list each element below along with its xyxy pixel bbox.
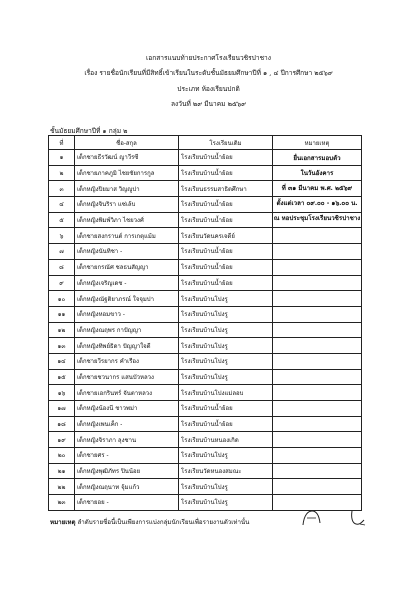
student-name: เด็กหญิงจิราภา ลุงชาน — [75, 432, 179, 448]
row-number: ๑๗ — [49, 401, 75, 417]
row-number: ๑๕ — [49, 369, 75, 385]
previous-school: โรงเรียนบ้านโปงรู — [179, 353, 273, 369]
doc-subject: เรื่อง รายชื่อนักเรียนที่มีสิทธิ์เข้าเรียนในระดับชั้นมัธยมศึกษาปีที่ ๑ , ๔ ปีการศึกษา ๒๕๖๙ — [84, 69, 333, 77]
group-label: ชั้นมัธยมศึกษาปีที่ ๑ กลุ่ม ๒ — [50, 127, 128, 135]
student-name: เด็กหญิงหอมขาว - — [75, 306, 179, 322]
previous-school: โรงเรียนบ้านโปงรู — [179, 448, 273, 464]
student-name: เด็กชายสงกรานต์ การเกตุแม้ม — [75, 228, 179, 244]
previous-school: โรงเรียนบ้านหนองเกิด — [179, 432, 273, 448]
student-name: เด็กหญิงปิยมาส วิญญูปา — [75, 181, 179, 197]
table-row — [49, 401, 362, 417]
table-row — [49, 275, 362, 291]
student-name: เด็กหญิงพุฒิภัทร ปินน้อย — [75, 463, 179, 479]
student-name: เด็กหญิงทิพย์ธิดา ปัญญาใจดี — [75, 338, 179, 354]
note-line: ที่ ๓๑ มีนาคม พ.ศ. ๒๕๖๙ — [281, 185, 353, 192]
previous-school: โรงเรียนบ้านน้ำย้อย — [179, 259, 273, 275]
previous-school: โรงเรียนบ้านโปงรู — [179, 291, 273, 307]
row-number: ๒๐ — [49, 448, 75, 464]
row-note-cell — [273, 291, 362, 307]
table-row — [49, 322, 362, 338]
remark — [50, 517, 249, 527]
doc-type: ประเภท ห้องเรียนปกติ — [177, 85, 240, 93]
row-note-cell — [273, 432, 362, 448]
row-number: ๑๘ — [49, 416, 75, 432]
student-name: เด็กชายศร - — [75, 448, 179, 464]
row-note-cell — [273, 338, 362, 354]
previous-school: โรงเรียนวัดหนองสมณะ — [179, 463, 273, 479]
row-number: ๑๖ — [49, 385, 75, 401]
row-number: ๔ — [49, 197, 75, 213]
row-note-cell — [273, 275, 362, 291]
student-name: เด็กหญิงนันทิชา - — [75, 244, 179, 260]
signature-mark-1 — [300, 505, 324, 529]
table-row — [49, 479, 362, 495]
table-row — [49, 369, 362, 385]
previous-school: โรงเรียนบ้านโปงรู — [179, 338, 273, 354]
table-row — [49, 228, 362, 244]
student-name: เด็กหญิงณัฐติยาภรณ์ ใจจุมปา — [75, 291, 179, 307]
student-name: เด็กชายกรณัศ ชลธนสัญญา — [75, 259, 179, 275]
student-name: เด็กชายเอกรินทร์ จันตาหลวง — [75, 385, 179, 401]
doc-date: ลงวันที่ ๒๙ มีนาคม ๒๕๖๙ — [171, 100, 246, 108]
student-name: เด็กชายภาคภูมิ ไชยชัยการกูล — [75, 165, 179, 181]
row-number: ๕ — [49, 212, 75, 228]
row-number: ๘ — [49, 259, 75, 275]
table-row — [49, 338, 362, 354]
row-note-cell — [273, 259, 362, 275]
row-number: ๑๔ — [49, 353, 75, 369]
student-name: เด็กหญิงพิมพ์วิภา ไชยวงศ์ — [75, 212, 179, 228]
table-header-row — [49, 136, 362, 150]
row-note-cell — [273, 322, 362, 338]
table-row — [49, 416, 362, 432]
previous-school: โรงเรียนบ้านโปงรู — [179, 369, 273, 385]
previous-school: โรงเรียนบ้านน้ำย้อย — [179, 165, 273, 181]
table-row — [49, 306, 362, 322]
table-row — [49, 259, 362, 275]
student-name: เด็กชายชวนากร แสนบัวหลวง — [75, 369, 179, 385]
student-name: เด็กหญิงจินริรา แซ่เล้บ — [75, 197, 179, 213]
row-number: ๑ — [49, 150, 75, 166]
student-name: เด็กชายวีรยากร คำเรือง — [75, 353, 179, 369]
note-line: ตั้งแต่เวลา ๐๙.๐๐ - ๑๖.๐๐ น. — [276, 200, 358, 207]
row-note-cell — [273, 353, 362, 369]
col-header-note: หมายเหตุ — [273, 136, 362, 150]
col-header-school: โรงเรียนเดิม — [179, 136, 273, 150]
col-header-name: ชื่อ-สกุล — [75, 136, 179, 150]
row-number: ๖ — [49, 228, 75, 244]
previous-school: โรงเรียนบ้านน้ำย้อย — [179, 212, 273, 228]
previous-school: โรงเรียนบ้านโปงแม่ลอบ — [179, 385, 273, 401]
student-name: เด็กหญิงณฤนาท จุ้มแก้ว — [75, 479, 179, 495]
row-number: ๒๓ — [49, 495, 75, 511]
previous-school: โรงเรียนบ้านโปงรู — [179, 322, 273, 338]
row-number: ๒๒ — [49, 479, 75, 495]
remark-label: หมายเหตุ — [50, 519, 76, 526]
row-note-cell — [273, 401, 362, 417]
table-row — [49, 291, 362, 307]
row-note-cell — [273, 448, 362, 464]
row-note-cell — [273, 306, 362, 322]
row-number: ๗ — [49, 244, 75, 260]
note-line: ยื่นเอกสารมอบตัว — [293, 155, 341, 162]
row-note-cell — [273, 463, 362, 479]
row-number: ๓ — [49, 181, 75, 197]
table-row — [49, 353, 362, 369]
row-number: ๒๑ — [49, 463, 75, 479]
student-name: เด็กชายอย - — [75, 495, 179, 511]
table-row — [49, 385, 362, 401]
previous-school: โรงเรียนบ้านโปงรู — [179, 306, 273, 322]
row-number: ๑๙ — [49, 432, 75, 448]
previous-school: โรงเรียนบ้านโปงรู — [179, 495, 273, 511]
note-line: ในวันอังคาร — [300, 170, 334, 177]
previous-school: โรงเรียนบ้านน้ำย้อย — [179, 197, 273, 213]
row-number: ๑๐ — [49, 291, 75, 307]
previous-school: โรงเรียนบ้านโปงรู — [179, 479, 273, 495]
student-name: เด็กหญิงน้องนี ชาวพม่า — [75, 401, 179, 417]
student-name: เด็กหญิงเพนเค็ก - — [75, 416, 179, 432]
previous-school: โรงเรียนบ้านน้ำย้อย — [179, 150, 273, 166]
student-name: เด็กหญิงณฤพร กาปัญญา — [75, 322, 179, 338]
previous-school: โรงเรียนบ้านน้ำย้อย — [179, 244, 273, 260]
previous-school: โรงเรียนวัดนครเจดีย์ — [179, 228, 273, 244]
row-number: ๙ — [49, 275, 75, 291]
table-row — [49, 463, 362, 479]
row-note-cell — [273, 244, 362, 260]
row-note-cell — [273, 479, 362, 495]
note-box — [272, 151, 362, 226]
previous-school: โรงเรียนบ้านน้ำย้อย — [179, 275, 273, 291]
previous-school: โรงเรียนบ้านน้ำย้อย — [179, 416, 273, 432]
table-row — [49, 244, 362, 260]
row-note-cell — [273, 385, 362, 401]
remark-text: ลำดับรายชื่อนี้เป็นเพียงการแบ่งกลุ่มนักเรียนเพื่อรายงานตัวเท่านั้น — [77, 519, 250, 526]
doc-title: เอกสารแนบท้ายประกาศโรงเรียนวชิรปาชาง — [146, 54, 271, 62]
student-name: เด็กหญิงเจริญเดช - — [75, 275, 179, 291]
previous-school: โรงเรียนบ้านน้ำย้อย — [179, 401, 273, 417]
row-note-cell — [273, 369, 362, 385]
table-row — [49, 432, 362, 448]
row-number: ๒ — [49, 165, 75, 181]
row-note-cell — [273, 228, 362, 244]
col-header-no: ที่ — [49, 136, 75, 150]
row-number: ๑๓ — [49, 338, 75, 354]
student-name: เด็กชายธีรวัฒน์ ญาวีรซี — [75, 150, 179, 166]
note-line: ณ หอประชุมโรงเรียนวชิรปาชาง — [273, 215, 361, 222]
row-note-cell — [273, 416, 362, 432]
row-number: ๑๒ — [49, 322, 75, 338]
signature-mark-2 — [346, 505, 368, 529]
row-number: ๑๑ — [49, 306, 75, 322]
table-row — [49, 448, 362, 464]
previous-school: โรงเรียนธรรมสาธิตศึกษา — [179, 181, 273, 197]
